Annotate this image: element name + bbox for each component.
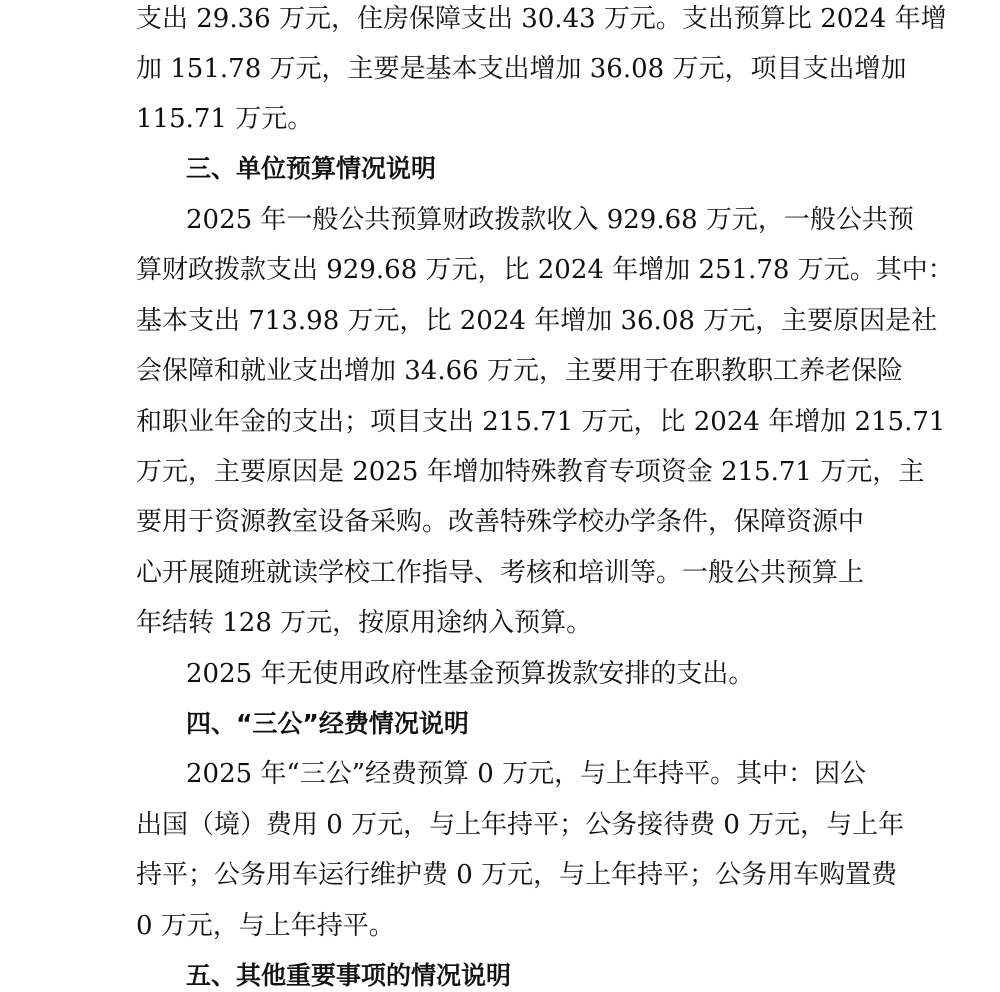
paragraph-line: 出国（境）费用 0 万元，与上年持平；公务接待费 0 万元，与上年 bbox=[136, 810, 905, 840]
paragraph-line: 持平；公务用车运行维护费 0 万元，与上年持平；公务用车购置费 bbox=[136, 860, 898, 890]
paragraph-line: 2025 年无使用政府性基金预算拨款安排的支出。 bbox=[186, 659, 755, 689]
paragraph-line: 加 151.78 万元，主要是基本支出增加 36.08 万元，项目支出增加 bbox=[136, 54, 907, 84]
paragraph-line: 年结转 128 万元，按原用途纳入预算。 bbox=[136, 608, 593, 638]
paragraph-line: 和职业年金的支出；项目支出 215.71 万元，比 2024 年增加 215.71 bbox=[136, 407, 946, 437]
paragraph-line: 0 万元，与上年持平。 bbox=[136, 911, 395, 941]
paragraph-line: 会保障和就业支出增加 34.66 万元，主要用于在职教职工养老保险 bbox=[136, 356, 903, 386]
section-heading-other-matters: 五、其他重要事项的情况说明 bbox=[186, 961, 512, 990]
paragraph-line: 2025 年“三公”经费预算 0 万元，与上年持平。其中：因公 bbox=[186, 759, 867, 789]
section-heading-unit-budget: 三、单位预算情况说明 bbox=[186, 154, 437, 183]
paragraph-line: 要用于资源教室设备采购。改善特殊学校办学条件，保障资源中 bbox=[136, 507, 865, 537]
section-heading-three-public: 四、“三公”经费情况说明 bbox=[186, 709, 469, 738]
paragraph-line: 2025 年一般公共预算财政拨款收入 929.68 万元，一般公共预 bbox=[186, 205, 914, 235]
paragraph-line: 算财政拨款支出 929.68 万元，比 2024 年增加 251.78 万元。其中： bbox=[136, 255, 954, 285]
paragraph-line: 115.71 万元。 bbox=[136, 104, 314, 134]
paragraph-line: 万元，主要原因是 2025 年增加特殊教育专项资金 215.71 万元，主 bbox=[136, 457, 925, 487]
paragraph-line: 心开展随班就读学校工作指导、考核和培训等。一般公共预算上 bbox=[136, 558, 865, 588]
paragraph-line: 基本支出 713.98 万元，比 2024 年增加 36.08 万元，主要原因是社 bbox=[136, 306, 938, 336]
paragraph-line: 支出 29.36 万元，住房保障支出 30.43 万元。支出预算比 2024 年增 bbox=[136, 4, 947, 34]
